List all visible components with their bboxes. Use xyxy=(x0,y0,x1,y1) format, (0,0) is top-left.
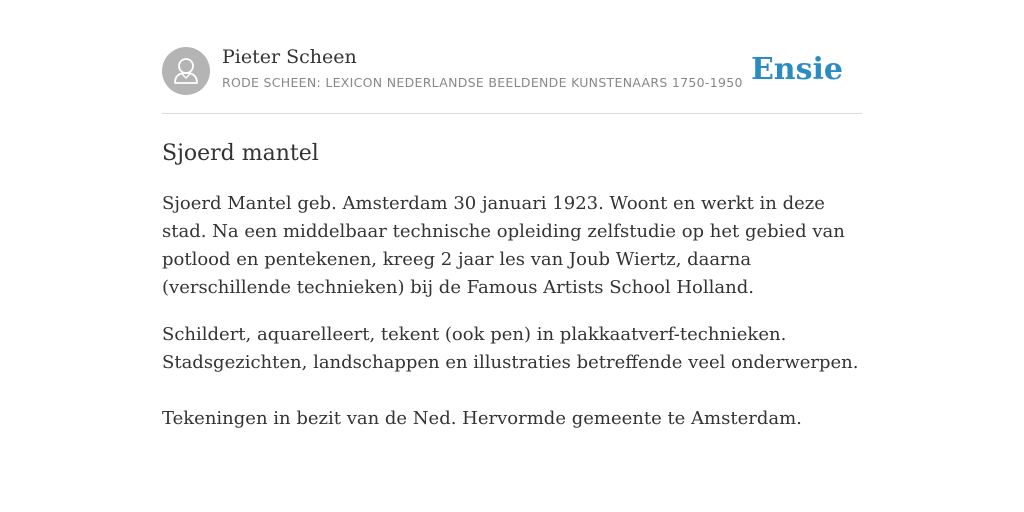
ensie-logo[interactable]: Ensie xyxy=(750,52,843,87)
entry-header xyxy=(162,40,862,114)
source-title[interactable]: RODE SCHEEN: LEXICON NEDERLANDSE BEELDENDE KUNSTENAARS 1750-1950 xyxy=(222,75,743,90)
author-avatar[interactable] xyxy=(162,47,210,95)
user-avatar-icon xyxy=(162,47,210,95)
entry-body xyxy=(162,190,862,433)
paragraph: Schildert, aquarelleert, tekent (ook pen) in plakkaatverf-technieken. Stadsgezichten, landschappen en illustraties betreffende veel onderwerpen. xyxy=(162,324,859,373)
entry-card xyxy=(162,40,862,452)
paragraph: Tekeningen in bezit van de Ned. Hervormde gemeente te Amsterdam. xyxy=(162,408,802,429)
paragraph: Sjoerd Mantel geb. Amsterdam 30 januari 1923. Woont en werkt in deze stad. Na een middelbaar technische opleiding zelfstudie op het gebied van potlood en pentekenen, kreeg 2 jaar les van Joub Wiertz, daarna (verschillende technieken) bij de Famous Artists School Holland. xyxy=(162,193,845,298)
author-name[interactable]: Pieter Scheen xyxy=(222,46,357,68)
entry-title: Sjoerd mantel xyxy=(162,141,319,166)
